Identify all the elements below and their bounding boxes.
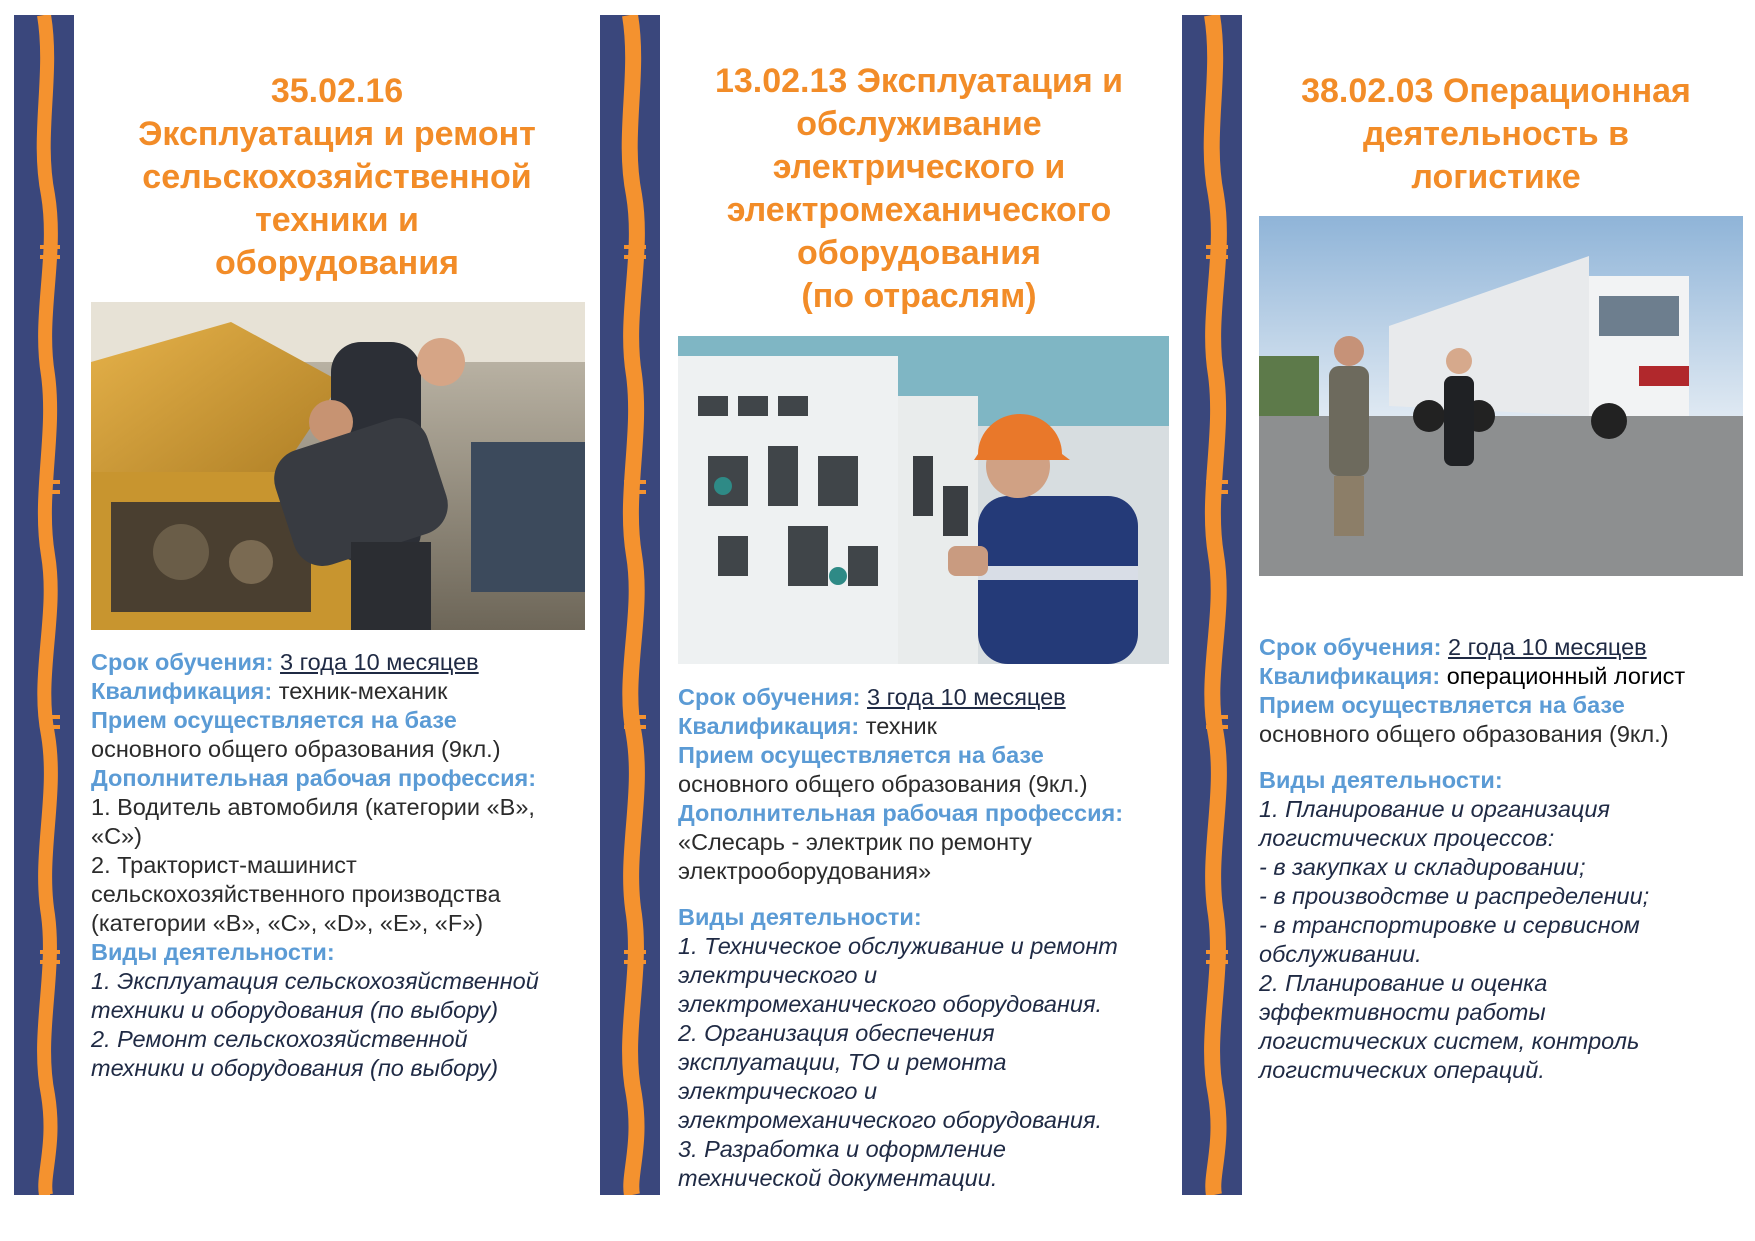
- activity-line: техники и оборудования (по выбору): [91, 1055, 499, 1081]
- activity-line: 1. Техническое обслуживание и ремонт: [678, 933, 1118, 959]
- decorative-stripe-left: [14, 15, 74, 1195]
- title-line: электрического и: [772, 148, 1066, 186]
- program-column-2: [668, 15, 1170, 318]
- activity-line: логистических систем, контроль: [1259, 1028, 1640, 1054]
- activity-line: 3. Разработка и оформление: [678, 1136, 1006, 1162]
- extra-profession-line: 2. Тракторист-машинист: [91, 852, 357, 878]
- title-line: электромеханического: [726, 191, 1112, 229]
- admission-label: Прием осуществляется на базе: [678, 742, 1044, 768]
- duration-label: Срок обучения:: [1259, 634, 1442, 660]
- activity-line: электрического и: [678, 1078, 878, 1104]
- title-line: оборудования: [215, 244, 459, 282]
- qualification-value: техник-механик: [278, 678, 448, 704]
- mechanic-photo: [91, 302, 585, 630]
- program-column-3: [1250, 15, 1742, 199]
- title-line: техники и: [255, 201, 419, 239]
- admission-value: основного общего образования (9кл.): [678, 771, 1088, 797]
- extra-profession-line: «С»): [91, 823, 142, 849]
- qualification-value: операционный логист: [1446, 663, 1686, 689]
- title-line: логистике: [1411, 158, 1581, 196]
- activities-label: Виды деятельности:: [91, 939, 335, 965]
- extra-profession-line: электрооборудования»: [678, 858, 932, 884]
- qualification-label: Квалификация:: [1259, 663, 1441, 689]
- extra-profession-line: «Слесарь - электрик по ремонту: [678, 829, 1032, 855]
- extra-profession-label: Дополнительная рабочая профессия:: [678, 800, 1124, 826]
- title-line: (по отраслям): [801, 277, 1037, 315]
- extra-profession-line: сельскохозяйственного производства: [91, 881, 501, 907]
- title-line: деятельность в: [1362, 115, 1630, 153]
- activity-line: электрического и: [678, 962, 878, 988]
- duration-value: 3 года 10 месяцев: [867, 684, 1066, 710]
- program-details-1: [91, 648, 601, 1083]
- admission-label: Прием осуществляется на базе: [91, 707, 457, 733]
- activity-line: 2. Ремонт сельскохозяйственной: [91, 1026, 468, 1052]
- program-title: [668, 60, 1170, 318]
- program-details-2: [678, 683, 1178, 1193]
- extra-profession-label: Дополнительная рабочая профессия:: [91, 765, 537, 791]
- program-code: 13.02.13 Эксплуатация и: [714, 62, 1124, 100]
- activities-label: Виды деятельности:: [1259, 767, 1503, 793]
- extra-profession-line: (категории «В», «С», «D», «Е», «F»): [91, 910, 484, 936]
- activity-line: эксплуатации, ТО и ремонта: [678, 1049, 1007, 1075]
- decorative-stripe-right: [1182, 15, 1242, 1195]
- activity-line: 2. Планирование и оценка: [1259, 970, 1548, 996]
- program-code: 38.02.03 Операционная: [1301, 72, 1691, 110]
- activity-line: техники и оборудования (по выбору): [91, 997, 499, 1023]
- activity-line: логистических процессов:: [1259, 825, 1555, 851]
- activity-line: логистических операций.: [1259, 1057, 1545, 1083]
- activities-label: Виды деятельности:: [678, 904, 922, 930]
- qualification-value: техник: [865, 713, 937, 739]
- title-line: сельскохозяйственной: [142, 158, 532, 196]
- title-line: Эксплуатация и ремонт: [138, 115, 536, 153]
- activity-line: электромеханического оборудования.: [678, 1107, 1103, 1133]
- admission-label: Прием осуществляется на базе: [1259, 692, 1625, 718]
- program-title: [82, 70, 592, 285]
- decorative-stripe-middle: [600, 15, 660, 1195]
- activity-line: электромеханического оборудования.: [678, 991, 1103, 1017]
- qualification-label: Квалификация:: [678, 713, 860, 739]
- extra-profession-line: 1. Водитель автомобиля (категории «В»,: [91, 794, 535, 820]
- qualification-label: Квалификация:: [91, 678, 273, 704]
- title-line: оборудования: [797, 234, 1041, 272]
- activity-line: - в производстве и распределении;: [1259, 883, 1650, 909]
- activity-line: 1. Эксплуатация сельскохозяйственной: [91, 968, 539, 994]
- duration-label: Срок обучения:: [91, 649, 274, 675]
- activity-line: - в закупках и складировании;: [1259, 854, 1586, 880]
- activity-line: технической документации.: [678, 1165, 998, 1191]
- logistics-truck-photo: [1259, 216, 1743, 576]
- activity-line: эффективности работы: [1259, 999, 1546, 1025]
- electrician-photo: [678, 336, 1169, 664]
- duration-value: 3 года 10 месяцев: [280, 649, 479, 675]
- duration-value: 2 года 10 месяцев: [1448, 634, 1647, 660]
- program-column-1: [82, 15, 592, 285]
- activity-line: 2. Организация обеспечения: [678, 1020, 995, 1046]
- admission-value: основного общего образования (9кл.): [91, 736, 501, 762]
- activity-line: - в транспортировке и сервисном: [1259, 912, 1640, 938]
- admission-value: основного общего образования (9кл.): [1259, 721, 1669, 747]
- activity-line: обслуживании.: [1259, 941, 1422, 967]
- title-line: обслуживание: [796, 105, 1042, 143]
- activity-line: 1. Планирование и организация: [1259, 796, 1610, 822]
- program-title: [1250, 70, 1742, 199]
- program-details-3: [1259, 633, 1755, 1085]
- duration-label: Срок обучения:: [678, 684, 861, 710]
- program-code: 35.02.16: [270, 72, 404, 110]
